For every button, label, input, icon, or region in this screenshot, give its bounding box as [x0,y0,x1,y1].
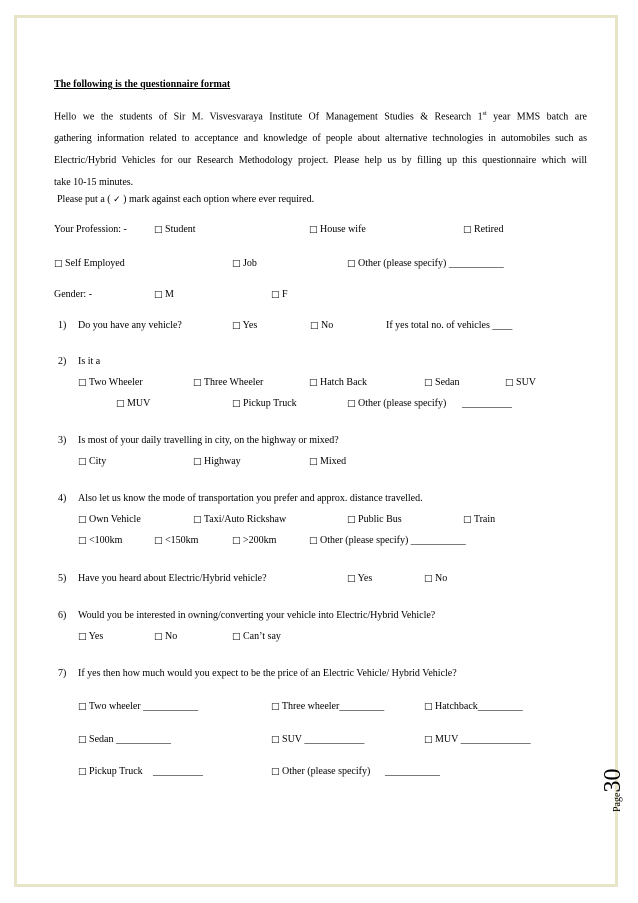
option-job[interactable]: □ Job [232,258,257,269]
q4-text: Also let us know the mode of transportation you prefer and approx. distance travelled. [78,493,423,504]
checkbox-icon[interactable]: □ [271,767,280,777]
q4-option-public-bus[interactable]: □ Public Bus [347,514,402,525]
q3-option-mixed[interactable]: □ Mixed [309,456,347,467]
q7-option-pickup-truck[interactable]: □ Pickup Truck [78,766,143,777]
checkbox-icon[interactable]: □ [78,515,87,525]
q7-option-three-wheeler[interactable]: □ Three wheeler_________ [271,701,385,712]
q1-number: 1) [58,320,67,331]
q7-pickup-blank[interactable]: __________ [153,766,203,777]
q7-option-suv[interactable]: □ SUV ____________ [271,734,365,745]
q7-option-two-wheeler[interactable]: □ Two wheeler ___________ [78,701,199,712]
checkbox-icon[interactable]: □ [271,290,280,300]
checkbox-icon[interactable]: □ [78,457,87,467]
q5-option-no[interactable]: □ No [424,573,448,584]
checkbox-icon[interactable]: □ [271,702,280,712]
checkbox-icon[interactable]: □ [424,378,433,388]
option-house-wife[interactable]: □ House wife [309,224,366,235]
profession-label: Your Profession: - [54,224,127,235]
q6-text: Would you be interested in owning/converting your vehicle into Electric/Hybrid Vehicle? [78,610,436,621]
intro-line-1: Hello we the students of Sir M. Visvesvaraya Institute Of Management Studies & Research 1st year MMS batch are [54,111,587,123]
check-mark-icon: ✓ [113,195,121,205]
q6-option-yes[interactable]: □ Yes [78,631,104,642]
q5-option-yes[interactable]: □ Yes [347,573,373,584]
q6-option-cant-say[interactable]: □ Can’t say [232,631,281,642]
checkbox-icon[interactable]: □ [78,632,87,642]
checkbox-icon[interactable]: □ [193,515,202,525]
q2-option-pickup-truck[interactable]: □ Pickup Truck [232,398,297,409]
checkbox-icon[interactable]: □ [347,259,356,269]
checkbox-icon[interactable]: □ [78,767,87,777]
checkbox-icon[interactable]: □ [347,399,356,409]
q3-number: 3) [58,435,67,446]
q1-text: Do you have any vehicle? [78,320,182,331]
q6-option-no[interactable]: □ No [154,631,178,642]
q4-option-taxi[interactable]: □ Taxi/Auto Rickshaw [193,514,287,525]
q2-other-blank[interactable]: __________ [462,398,512,409]
checkbox-icon[interactable]: □ [505,378,514,388]
checkbox-icon[interactable]: □ [232,536,241,546]
q2-option-three-wheeler[interactable]: □ Three Wheeler [193,377,264,388]
q4-option-lt-100km[interactable]: □ <100km [78,535,123,546]
checkbox-icon[interactable]: □ [347,574,356,584]
q4-option-train[interactable]: □ Train [463,514,496,525]
intro-line-4: take 10-15 minutes. [54,177,134,189]
checkbox-icon[interactable]: □ [154,632,163,642]
q4-option-other[interactable]: □ Other (please specify) ___________ [309,535,466,546]
checkbox-icon[interactable]: □ [54,259,63,269]
q2-option-suv[interactable]: □ SUV [505,377,537,388]
intro-line-2: gathering information related to acceptance and knowledge of people about alternative technologies in automobiles such as [54,133,587,145]
checkbox-icon[interactable]: □ [154,290,163,300]
checkbox-icon[interactable]: □ [78,702,87,712]
q7-text: If yes then how much would you expect to be the price of an Electric Vehicle/ Hybrid Vehicle? [78,668,457,679]
checkbox-icon[interactable]: □ [309,457,318,467]
checkbox-icon[interactable]: □ [271,735,280,745]
checkbox-icon[interactable]: □ [309,225,318,235]
checkbox-icon[interactable]: □ [232,399,241,409]
q1-option-no[interactable]: □ No [310,320,334,331]
checkbox-icon[interactable]: □ [232,259,241,269]
intro-paragraph [54,103,587,194]
q3-option-highway[interactable]: □ Highway [193,456,241,467]
checkbox-icon[interactable]: □ [78,735,87,745]
q2-number: 2) [58,356,67,367]
option-gender-m[interactable]: □ M [154,289,174,300]
q7-option-muv[interactable]: □ MUV ______________ [424,734,531,745]
option-student[interactable]: □ Student [154,224,196,235]
q4-option-own-vehicle[interactable]: □ Own Vehicle [78,514,141,525]
checkbox-icon[interactable]: □ [463,515,472,525]
q6-number: 6) [58,610,67,621]
checkbox-icon[interactable]: □ [232,321,241,331]
option-profession-other[interactable]: □ Other (please specify) ___________ [347,258,504,269]
checkbox-icon[interactable]: □ [78,378,87,388]
checkbox-icon[interactable]: □ [463,225,472,235]
q2-option-muv[interactable]: □ MUV [116,398,151,409]
q7-option-sedan[interactable]: □ Sedan ___________ [78,734,171,745]
q2-option-hatch-back[interactable]: □ Hatch Back [309,377,367,388]
checkbox-icon[interactable]: □ [193,457,202,467]
q7-option-hatchback[interactable]: □ Hatchback_________ [424,701,523,712]
q2-option-two-wheeler[interactable]: □ Two Wheeler [78,377,143,388]
checkbox-icon[interactable]: □ [309,536,318,546]
checkbox-icon[interactable]: □ [154,225,163,235]
option-gender-f[interactable]: □ F [271,289,288,300]
checkbox-icon[interactable]: □ [193,378,202,388]
option-retired[interactable]: □ Retired [463,224,504,235]
q3-text: Is most of your daily travelling in city, on the highway or mixed? [78,435,339,446]
gender-label: Gender: - [54,289,93,300]
q4-option-gt-200km[interactable]: □ >200km [232,535,277,546]
checkbox-icon[interactable]: □ [154,536,163,546]
checkbox-icon[interactable]: □ [347,515,356,525]
q3-option-city[interactable]: □ City [78,456,107,467]
q2-option-sedan[interactable]: □ Sedan [424,377,460,388]
q1-option-yes[interactable]: □ Yes [232,320,258,331]
q5-number: 5) [58,573,67,584]
checkbox-icon[interactable]: □ [310,321,319,331]
checkbox-icon[interactable]: □ [232,632,241,642]
page-title: The following is the questionnaire format [54,79,231,90]
checkbox-icon[interactable]: □ [78,536,87,546]
q2-option-other[interactable]: □ Other (please specify) [347,398,447,409]
checkbox-icon[interactable]: □ [116,399,125,409]
q4-number: 4) [58,493,67,504]
option-self-employed[interactable]: □ Self Employed [54,258,125,269]
q7-other-blank[interactable]: ___________ [385,766,440,777]
page-number: Page30 [600,768,626,812]
q7-number: 7) [58,668,67,679]
instruction: Please put a ( ✓ ) mark against each option where ever required. [57,194,315,205]
q7-option-other[interactable]: □ Other (please specify) [271,766,371,777]
q2-text: Is it a [78,356,101,367]
checkbox-icon[interactable]: □ [424,735,433,745]
checkbox-icon[interactable]: □ [424,574,433,584]
checkbox-icon[interactable]: □ [424,702,433,712]
intro-line-3: Electric/Hybrid Vehicles for our Research Methodology project. Please help us by filling up this questionnaire which will [54,155,587,167]
q5-text: Have you heard about Electric/Hybrid vehicle? [78,573,267,584]
q1-vehicle-count: If yes total no. of vehicles ____ [386,320,513,331]
checkbox-icon[interactable]: □ [309,378,318,388]
q4-option-lt-150km[interactable]: □ <150km [154,535,199,546]
